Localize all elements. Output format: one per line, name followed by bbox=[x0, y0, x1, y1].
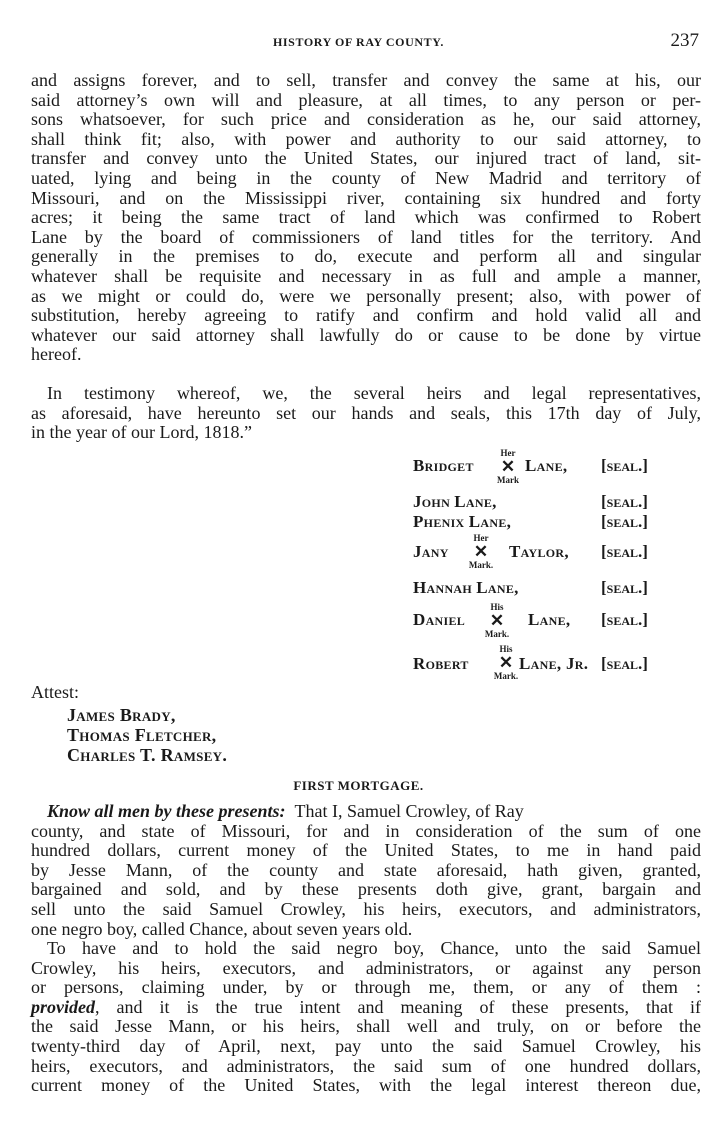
text-line: the said Jesse Mann, or his heirs, shall well and truly, on or before the bbox=[31, 1016, 701, 1037]
text-line: county, and state of Missouri, for and in consideration of the sum of one bbox=[31, 820, 701, 841]
text-line: hundred dollars, current money of the United States, to me in hand paid bbox=[31, 840, 701, 861]
text-line: heirs, executors, and administrators, the said sum of one hundred dollars, bbox=[31, 1055, 701, 1076]
text-line: whatever shall be requisite and necessary in as full and ample a manner, bbox=[31, 265, 701, 286]
text-fragment: , and it is the true intent and meaning of these presents, that if bbox=[94, 996, 701, 1017]
text-line: hereof. bbox=[31, 344, 82, 365]
signer-first-name: Hannah bbox=[413, 578, 473, 597]
signer-last-name: Lane, bbox=[525, 456, 568, 475]
signer-mark bbox=[477, 602, 517, 639]
text-line: uated, lying and being in the county of New Madrid and territory of bbox=[31, 167, 701, 188]
signature-phenix-lane bbox=[413, 512, 511, 532]
mark-label-above: Her bbox=[473, 533, 489, 543]
mark-label-above: His bbox=[490, 602, 504, 612]
signer-last-name: Lane, Jr. bbox=[519, 654, 589, 673]
seal-label: [seal.] bbox=[601, 578, 648, 597]
seal-label: [seal.] bbox=[601, 492, 648, 511]
cross-mark-icon: ✕ bbox=[498, 653, 514, 672]
signer-last-name: Taylor, bbox=[509, 542, 569, 561]
text-line bbox=[31, 802, 701, 822]
text-line: by Jesse Mann, of the county and state aforesaid, hath given, granted, bbox=[31, 859, 701, 880]
mark-label-below: Mark. bbox=[484, 629, 510, 639]
signer-last-name: Lane, bbox=[476, 578, 519, 597]
mark-label-above: Her bbox=[500, 448, 516, 458]
signature-block bbox=[413, 448, 683, 681]
text-line: whatever our said attorney shall lawfully do or cause to be done by virtue bbox=[31, 324, 701, 345]
text-line: Crowley, his heirs, executors, and administrators, or against any person bbox=[31, 957, 701, 978]
italic-lead: Know all men by these presents: bbox=[47, 801, 286, 821]
mark-label-below: Mark. bbox=[493, 671, 519, 681]
text-line: sell unto the said Samuel Crowley, his heirs, executors, and administrators, bbox=[31, 898, 701, 919]
text-line: Lane by the board of commissioners of land titles for the territory. And bbox=[31, 226, 701, 247]
signer-last-name: Lane, bbox=[468, 512, 512, 531]
cross-mark-icon: ✕ bbox=[489, 611, 505, 630]
text-line: Missouri, and on the Mississippi river, containing six hundred and forty bbox=[31, 187, 701, 208]
text-line: In testimony whereof, we, the several heirs and legal representatives, bbox=[47, 383, 701, 403]
signature-robert-lane-jr bbox=[413, 654, 469, 674]
text-line: shall think fit; also, with power and authority to our said attorney, to bbox=[31, 128, 701, 149]
text-line: bargained and sold, and by these presents doth give, grant, bargain and bbox=[31, 879, 701, 900]
signature-hannah-lane bbox=[413, 578, 519, 598]
text-line: current money of the United States, with the legal interest thereon due, bbox=[31, 1075, 701, 1096]
seal-label: [seal.] bbox=[601, 512, 648, 531]
text-fragment: That I, Samuel Crowley, of Ray bbox=[294, 801, 524, 821]
signer-first-name: Jany bbox=[413, 542, 449, 561]
signer-first-name: Phenix bbox=[413, 512, 465, 531]
signer-first-name: Bridget bbox=[413, 456, 474, 475]
attest-label: Attest: bbox=[31, 682, 79, 702]
seal-label: [seal.] bbox=[601, 542, 648, 561]
signature-bridget-lane bbox=[413, 456, 474, 476]
signer-last-name: Lane, bbox=[528, 610, 571, 629]
witness-name: Thomas Fletcher, bbox=[67, 725, 217, 745]
signer-first-name: Robert bbox=[413, 654, 469, 673]
seal-label: [seal.] bbox=[601, 456, 648, 475]
text-line: acres; it being the same tract of land which was confirmed to Robert bbox=[31, 207, 701, 228]
running-header-title: HISTORY OF RAY COUNTY. bbox=[272, 35, 445, 49]
mark-label-above: His bbox=[499, 644, 513, 654]
page-number: 237 bbox=[670, 30, 699, 51]
section-title: FIRST MORTGAGE. bbox=[293, 778, 424, 793]
signature-daniel-lane bbox=[413, 610, 465, 630]
text-line: as aforesaid, have hereunto set our hands and seals, this 17th day of July, bbox=[31, 402, 701, 423]
text-line: substitution, hereby agreeing to ratify and confirm and hold valid all and bbox=[31, 305, 701, 326]
cross-mark-icon: ✕ bbox=[500, 457, 516, 476]
italic-provided: provided bbox=[31, 996, 95, 1017]
signer-mark bbox=[461, 533, 501, 570]
text-line: and assigns forever, and to sell, transfer and convey the same at his, our bbox=[31, 70, 701, 90]
text-line: sons whatsoever, for such price and consideration as he, our said attorney, bbox=[31, 109, 701, 130]
paragraph-power-of-attorney bbox=[31, 71, 701, 365]
signer-first-name: Daniel bbox=[413, 610, 466, 629]
text-line: twenty-third day of April, next, pay unto the said Samuel Crowley, his bbox=[31, 1035, 701, 1056]
text-line: transfer and convey unto the United States, our injured tract of land, sit- bbox=[31, 148, 701, 169]
witness-name: James Brady, bbox=[67, 705, 176, 725]
cross-mark-icon: ✕ bbox=[473, 542, 489, 561]
text-line: as we might or could do, were we personally present; also, with power of bbox=[31, 285, 701, 306]
paragraph-testimony bbox=[31, 384, 701, 443]
text-line: in the year of our Lord, 1818.” bbox=[31, 422, 252, 443]
paragraph-mortgage-conditions bbox=[31, 939, 701, 1096]
signature-jany-taylor bbox=[413, 542, 449, 562]
text-line: or persons, claiming under, by or through me, them, or any of them : bbox=[31, 977, 701, 998]
mark-label-below: Mark bbox=[497, 475, 519, 485]
text-line bbox=[31, 998, 701, 1018]
paragraph-mortgage-grant bbox=[31, 802, 701, 939]
seal-label: [seal.] bbox=[601, 610, 648, 629]
mark-label-below: Mark. bbox=[468, 560, 494, 570]
signer-mark bbox=[488, 448, 528, 485]
text-line: said attorney’s own will and pleasure, at all times, to any person or per- bbox=[31, 89, 701, 110]
witness-name: Charles T. Ramsey. bbox=[67, 745, 228, 765]
signature-john-lane bbox=[413, 492, 497, 512]
signer-first-name: John bbox=[413, 492, 451, 511]
text-line: To have and to hold the said negro boy, Chance, unto the said Samuel bbox=[47, 938, 701, 958]
seal-label: [seal.] bbox=[601, 654, 648, 673]
text-line: generally in the premises to do, execute and perform all and singular bbox=[31, 246, 701, 267]
text-line: one negro boy, called Chance, about seven years old. bbox=[31, 918, 413, 939]
signer-last-name: Lane, bbox=[454, 492, 497, 511]
